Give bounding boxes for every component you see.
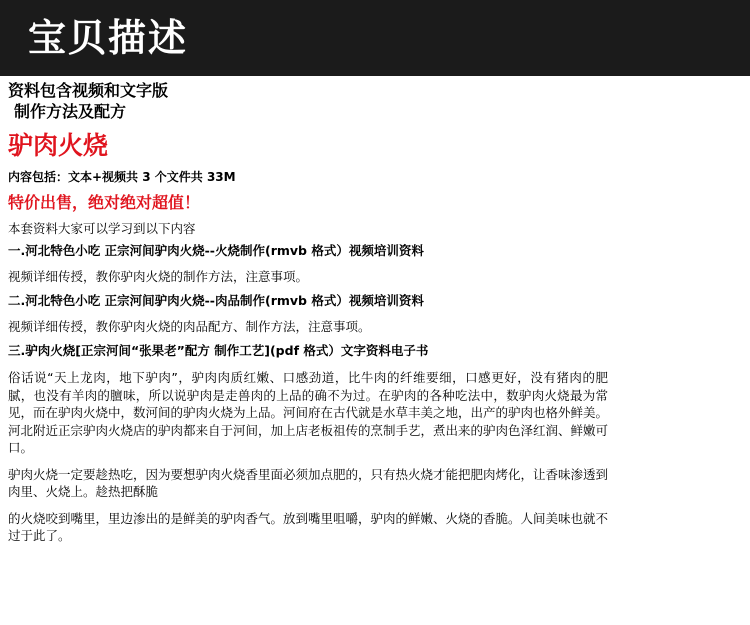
description-content (8, 80, 608, 545)
section-heading-3: 三.驴肉火烧[正宗河间“张果老”配方 制作工艺](pdf 格式）文字资料电子书 (8, 343, 429, 358)
product-title: 驴肉火烧 (8, 131, 109, 160)
intro-line-2: 制作方法及配方 (14, 102, 127, 121)
header-title: 宝贝描述 (28, 16, 189, 60)
intro-line-1: 资料包含视频和文字版 (8, 81, 169, 100)
sale-banner: 特价出售，绝对绝对超值！ (8, 193, 201, 212)
section-heading-2: 二.河北特色小吃 正宗河间驴肉火烧--肉品制作(rmvb 格式）视频培训资料 (8, 293, 424, 308)
section-heading-1: 一.河北特色小吃 正宗河间驴肉火烧--火烧制作(rmvb 格式）视频培训资料 (8, 243, 424, 258)
section-desc-2: 视频详细传授，教你驴肉火烧的肉品配方、制作方法，注意事项。 (8, 319, 371, 334)
header-bar (0, 0, 750, 76)
paragraph-2: 驴肉火烧一定要趁热吃，因为要想驴肉火烧香里面必须加点肥的，只有热火烧才能把肥肉烤化，让香味渗透到肉里、火烧上。趁热把酥脆 (8, 466, 609, 499)
paragraph-3: 的火烧咬到嘴里，里边渗出的是鲜美的驴肉香气。放到嘴里咀嚼，驴肉的鲜嫩、火烧的香脆。人间美味也就不过于此了。 (8, 510, 609, 543)
section-desc-1: 视频详细传授，教你驴肉火烧的制作方法，注意事项。 (8, 269, 309, 284)
learn-intro: 本套资料大家可以学习到以下内容 (8, 221, 196, 236)
contents-summary: 内容包括：文本+视频共 3 个文件共 33M (8, 170, 236, 184)
paragraph-1: 俗话说“天上龙肉，地下驴肉”，驴肉肉质红嫩、口感劲道，比牛肉的纤维要细，口感更好，没有猪肉的肥腻，也没有羊肉的膻味，所以说驴肉是走兽肉的上品的确不为过。在驴肉的各种吃法中，数驴肉火烧最为常见，而在驴肉火烧中，数河间的驴肉火烧为上品。河间府在古代就是水草丰美之地，出产的驴肉也格外鲜美。河北附近正宗驴肉火烧店的驴肉都来自于河间，加上店老板祖传的烹制手艺，煮出来的驴肉色泽红润、鲜嫩可口。 (8, 370, 609, 455)
